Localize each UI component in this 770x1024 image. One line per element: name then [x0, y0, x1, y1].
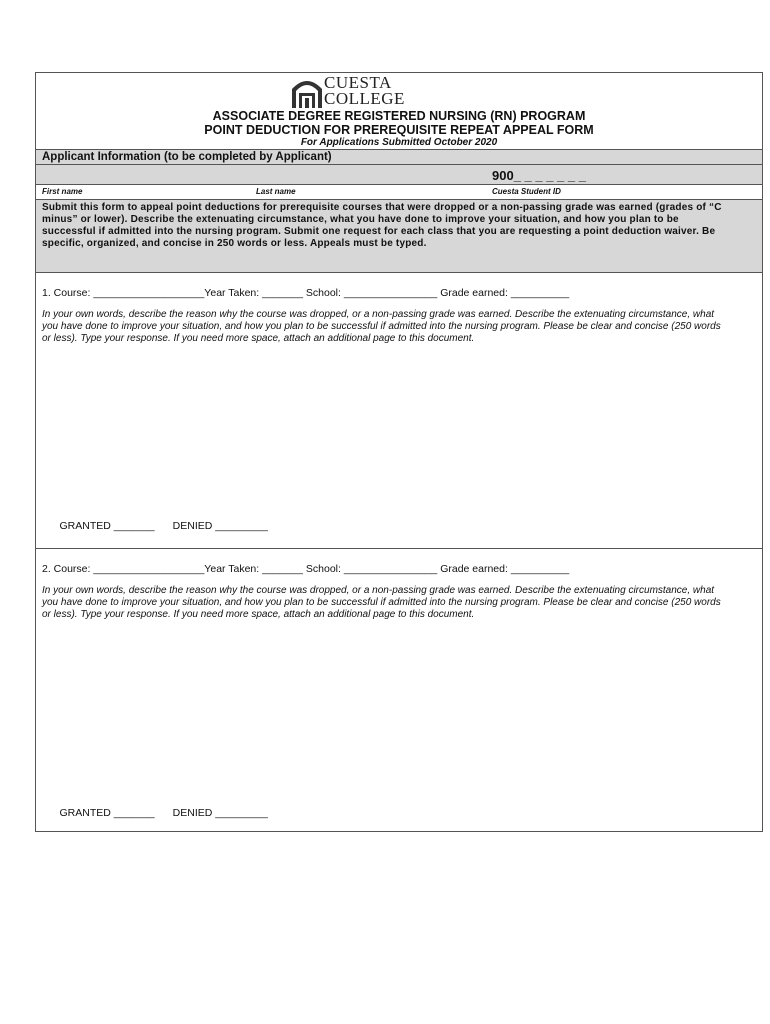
course-section-1	[36, 273, 762, 549]
instructions-band	[36, 199, 762, 273]
student-id-label: Cuesta Student ID	[492, 187, 561, 196]
logo-text-line2: COLLEGE	[324, 89, 405, 108]
form-title-line1: ASSOCIATE DEGREE REGISTERED NURSING (RN) PROGRAM	[212, 109, 586, 123]
denied-field[interactable]: DENIED _________	[172, 520, 268, 532]
course-section-2	[36, 549, 762, 831]
instructions-text: Submit this form to appeal point deductions for prerequisite courses that were dropped or a non-passing grade was earned (grades of “C minus” or lower). Describe the extenuating circumstance, what you have done to improve your situation, and how you plan to be successful if admitted into the nursing program. Submit one request for each class that you are requesting a point deduction waiver. Be specific, organized, and concise in 250 words or less. Appeals must be typed.	[42, 202, 722, 249]
granted-field[interactable]: GRANTED _______	[59, 520, 155, 532]
cuesta-college-logo	[290, 75, 420, 109]
student-id-field[interactable]: 900_ _ _ _ _ _ _	[492, 168, 586, 183]
applicant-name-row[interactable]	[36, 165, 762, 185]
name-labels	[36, 186, 762, 198]
logo-text-line1: CUESTA	[324, 73, 392, 92]
denied-field[interactable]: DENIED _________	[172, 807, 268, 819]
first-name-label: First name	[42, 187, 83, 196]
last-name-label: Last name	[256, 187, 296, 196]
decision-line	[42, 508, 268, 544]
response-prompt: In your own words, describe the reason why the course was dropped, or a non-passing grade was earned. Describe the extenuating circumstance, what you have done to improve your situation, and how you plan to be successful if admitted into the nursing program. Please be clear and concise (250 words or less). Type your response. If you need more space, attach an additional page to this document.	[42, 309, 721, 344]
granted-field[interactable]: GRANTED _______	[59, 807, 155, 819]
form-title-line2: POINT DEDUCTION FOR PREREQUISITE REPEAT APPEAL FORM	[204, 123, 594, 137]
response-prompt: In your own words, describe the reason why the course was dropped, or a non-passing grade was earned. Describe the extenuating circumstance, what you have done to improve your situation, and how you plan to be successful if admitted into the nursing program. Please be clear and concise (250 words or less). Type your response. If you need more space, attach an additional page to this document.	[42, 585, 721, 620]
appeal-form	[35, 72, 763, 832]
course-info-line[interactable]: 1. Course: ___________________Year Taken: _______ School: ________________ Grade earned: __________	[42, 287, 570, 299]
decision-line	[42, 795, 268, 831]
building-icon	[290, 75, 324, 109]
applicant-section-title: Applicant Information (to be completed by Applicant)	[42, 151, 332, 163]
applicant-section-header	[36, 149, 762, 165]
course-info-line[interactable]: 2. Course: ___________________Year Taken: _______ School: ________________ Grade earned: __________	[42, 563, 570, 575]
form-subtitle: For Applications Submitted October 2020	[300, 137, 498, 148]
